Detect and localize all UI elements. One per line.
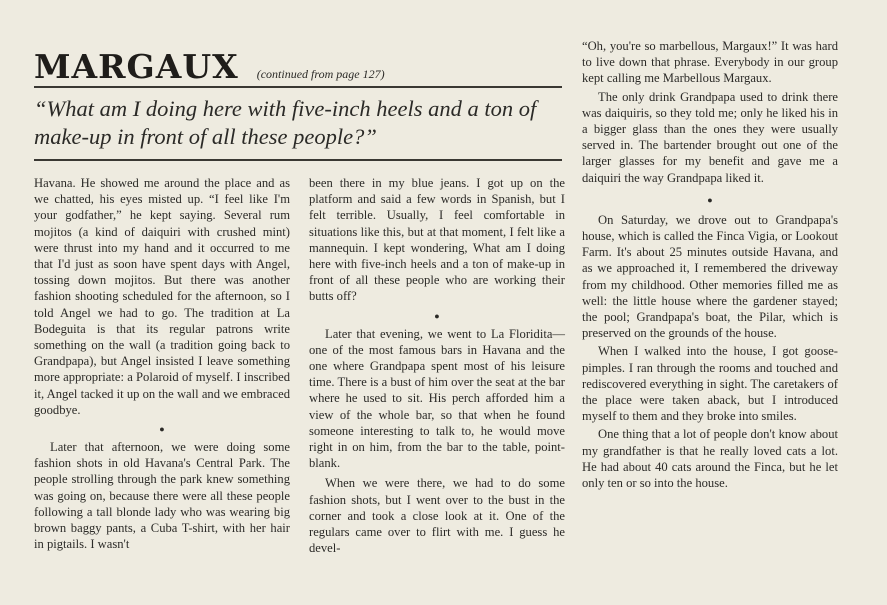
- column-3: [582, 38, 838, 491]
- paragraph: On Saturday, we drove out to Grandpapa's house, which is called the Finca Vigia, or Lookout Farm. It's about 25 minutes outside Havana, and as we approached it, I remembered the driveway from my childhood. Other memories filled me as well: the little house where the gardener stayed; the pool; Grandpapa's boat, the Pilar, which is preserved on the grounds of the house.: [582, 212, 838, 341]
- column-1: [34, 175, 290, 552]
- continued-note: (continued from page 127): [256, 67, 385, 81]
- paragraph: Later that afternoon, we were doing some fashion shots in old Havana's Central Park. The people strolling through the park knew something was going on, because there were all these people following a tall blonde lady who was wearing big brown baggy pants, a Cuba T-shirt, with her hair in pigtails. I wasn't: [34, 440, 290, 552]
- paragraph: Later that evening, we went to La Floridita—one of the most famous bars in Havana and the one where Grandpapa spent most of his leisure time. There is a bust of him over the seat at the bar where he used to sit. His perch afforded him a view of the whole bar, so that when he found someone interesting to talk to, he would move right in on him, from the bar to the table, point-blank.: [309, 326, 565, 471]
- section-separator: ●: [159, 424, 165, 435]
- heading-row: [34, 47, 564, 86]
- article-header: [34, 47, 564, 86]
- top-rule: [34, 86, 562, 88]
- paragraph: been there in my blue jeans. I got up on the platform and said a few words in Spanish, but I felt terrible. Usually, I feel comfortable in situations like this, but at that moment, I felt like a mannequin. I kept wondering, What am I doing here with five-inch heels and a ton of make-up in front of all these people who are working their butts off?: [309, 176, 565, 304]
- section-separator: ●: [707, 194, 713, 205]
- paragraph: Havana. He showed me around the place and as we chatted, his eyes misted up. “I feel like I'm your godfather,” he kept saying. Several rum mojitos (a kind of daiquiri with crushed mint) were thrust into my hand and it occurred to me that I'd just as soon have spent days with Angel, tossing down mojitos. But there was another fashion shooting scheduled for the afternoon, so I told Angel we had to go. The tradition at La Bodeguita is that its regular patrons write something on the wall (a tradition going back to Grandpapa), but Angel insisted I leave something more appropriate: a Polaroid of myself. I inscribed it, Angel tacked it up on the wall and we embraced goodbye.: [34, 176, 290, 417]
- bottom-rule: [34, 159, 562, 161]
- paragraph: When I walked into the house, I got goose-pimples. I ran through the rooms and touched and rediscovered everything in sight. The caretakers of the place were taken aback, but I introduced myself to them and they broke into smiles.: [582, 344, 838, 424]
- section-separator: ●: [434, 310, 440, 321]
- paragraph: One thing that a lot of people don't know about my grandfather is that he really loved cats a lot. He had about 40 cats around the Finca, but he let only ten or so into the house.: [582, 427, 838, 491]
- column-2: [309, 175, 565, 556]
- paragraph: When we were there, we had to do some fashion shots, but I went over to the bust in the corner and took a close look at it. One of the regulars came over to flirt with me. I guess he devel-: [309, 476, 565, 556]
- paragraph: “Oh, you're so marbellous, Margaux!” It was hard to live down that phrase. Everybody in our group kept calling me Marbellous Margaux.: [582, 39, 838, 86]
- pull-quote: “What am I doing here with five-inch heels and a ton of make-up in front of all these people?”: [34, 96, 537, 149]
- article-title: MARGAUX: [34, 47, 239, 86]
- paragraph: The only drink Grandpapa used to drink there was daiquiris, so they told me; only he liked his in a bigger glass than the ones they were usually served in. The bartender brought out one of the larger glasses for my benefit and gave me a daiquiri the way Grandpapa liked it.: [582, 89, 838, 185]
